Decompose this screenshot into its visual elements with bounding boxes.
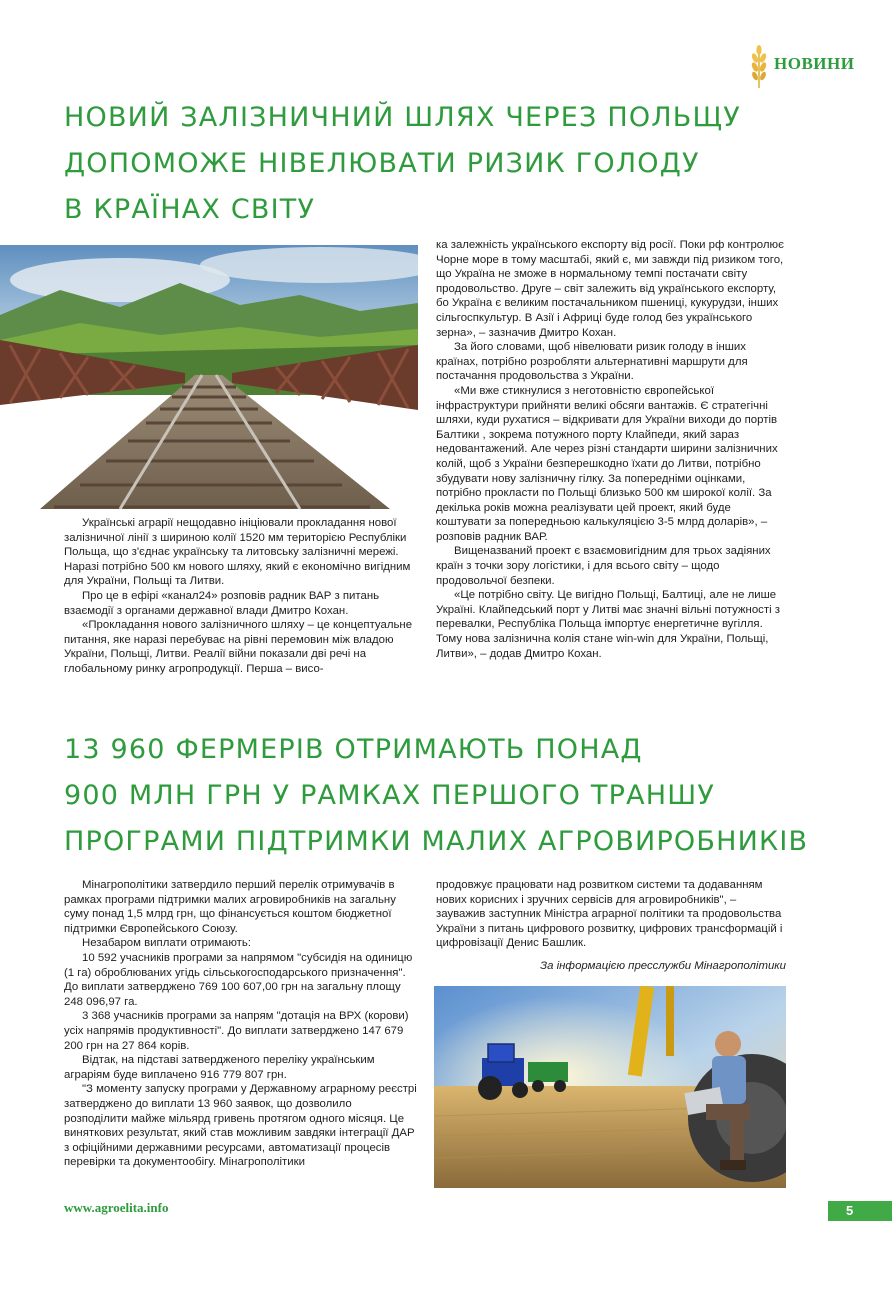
paragraph: «Прокладання нового залізничного шляху – це концептуальне питання, яке наразі перебуває на рівні перемовин між владою України, Польщі, Литви. Реалії війни показали дві речі на глобальному ринку агропродукції. Перша – висо- [64, 619, 413, 675]
article-2-column-1 [64, 878, 418, 1170]
headline-line: ДОПОМОЖЕ НІВЕЛЮВАТИ РИЗИК ГОЛОДУ [64, 148, 700, 179]
paragraph: 3 368 учасників програми за напрям "дотація на ВРХ (корови) усіх напрямів продуктивності". До виплати затверджено 147 679 200 грн на 27 864 корів. [64, 1010, 409, 1052]
headline-line: 13 960 ФЕРМЕРІВ ОТРИМАЮТЬ ПОНАД [64, 734, 643, 765]
section-badge [748, 44, 858, 88]
headline-line: 900 МЛН ГРН У РАМКАХ ПЕРШОГО ТРАНШУ [64, 780, 715, 811]
paragraph: ка залежність українського експорту від росії. Поки рф контролює Чорне море в тому масштабі, який є, ми завжди під ризиком того, що Україна не зможе в нормальному темпі постачати світу продовольство. Друге – світ залежить від українського експорту, бо Україна є великим постачальником пшениці, кукурудзи, інших сільгоспкультур. В Азії і Африці буде голод без українського зерна», – зазначив Дмитро Кохан. [436, 239, 784, 339]
article-1-headline [64, 95, 741, 233]
article-1-column-2 [436, 238, 786, 661]
paragraph: «Це потрібно світу. Це вигідно Польщі, Балтиці, але не лише Україні. Клайпедський порт у Литві має значні вільні потужності з перевалки, Республіка Польща імпортує енергетичне вугілля. Тому нова залізнична колія стане win-win для України, Польщі, Литви», – додав Дмитро Кохан. [436, 589, 781, 660]
paragraph: «Ми вже стикнулися з неготовністю європейської інфраструктури прийняти великі обсяги вантажів. Є стратегічні шляхи, куди рухатися – відкривати для України виходи до портів Балтики , зокрема потужного порту Клайпеди, який зараз недовантажений. Але через різні стандарти ширини залізничних колій, щоб з України безперешкодно їхати до Литви, потрібно збудувати нову залізничну гілку. За попередніми оцінками, потрібно прокласти по Польщі близько 500 км широкої колії. За декілька років можна реалізувати цей проект, який буде коштувати за попередньою калькуляцією 3-5 млрд доларів», – розповів радник ВАР. [436, 384, 778, 543]
headline-line: В КРАЇНАХ СВІТУ [64, 194, 316, 225]
headline-line: ПРОГРАМИ ПІДТРИМКИ МАЛИХ АГРОВИРОБНИКІВ [64, 826, 809, 857]
article-1-column-1 [64, 516, 418, 677]
paragraph: продовжує працювати над розвитком системи та додаванням нових корисних і зручних сервісів для агровиробників", – зауважив заступник Міністра аграрної політики та продовольства України з питань цифрового розвитку, цифрових трансформацій і цифровізації Денис Башлик. [436, 879, 783, 950]
paragraph: Про це в ефірі «канал24» розповів радник ВАР з питань взаємодії з органами державної влади Дмитро Кохан. [64, 589, 380, 617]
article-2-headline [64, 727, 808, 865]
article-2-column-2 [436, 878, 786, 974]
page-number: 5 [846, 1203, 854, 1218]
paragraph: Вищеназваний проект є взаємовигідним для трьох задіяних країн з точки зору логістики, і для всього світу – щодо продовольчої безпеки. [436, 545, 771, 587]
headline-line: НОВИЙ ЗАЛІЗНИЧНИЙ ШЛЯХ ЧЕРЕЗ ПОЛЬЩУ [64, 102, 741, 133]
page-number-box [828, 1201, 892, 1221]
source-note: За інформацією пресслужби Мінагрополітики [540, 959, 786, 972]
paragraph: Незабаром виплати отримають: [82, 937, 251, 950]
railway-bridge-photo [0, 245, 418, 509]
paragraph: 10 592 учасників програми за напрямом "субсидія на одиницю (1 га) оброблюваних угідь сільськогосподарського призначення". До виплати затверджено 769 100 607,00 грн на загальну площу 248 096,97 га. [64, 951, 413, 1008]
site-url[interactable]: www.agroelita.info [64, 1200, 169, 1215]
paragraph: Відтак, на підставі затвердженого переліку українським аграріям буде виплачено 916 779 807 грн. [64, 1054, 375, 1081]
paragraph: Українські аграрії нещодавно ініціювали прокладання нової залізничної лінії з шириною колії 1520 мм територією Республіки Польща, що з'єднає українську та литовську залізничні мережі. Наразі потрібно 500 км нового шляху, який є економічно вигідним для України, Польщі та Литви. [64, 517, 411, 588]
paragraph: Мінагрополітики затвердило перший перелік отримувачів в рамках програми підтримки малих агровиробників на загальну суму понад 1,5 млрд грн, що фінансується коштом бюджетної підтримки Європейського Союзу. [64, 879, 396, 935]
farmer-with-laptop-photo [434, 986, 786, 1188]
paragraph: За його словами, щоб нівелювати ризик голоду в інших країнах, потрібно розробляти альтернативні маршрути для постачання продовольства з України. [436, 341, 748, 383]
paragraph: "З моменту запуску програми у Державному аграрному реєстрі затверджено до виплати 13 960 заявок, що дозволило розподілити майже мільярд гривень протягом одного місяця. Це виняткових результат, який став можливим завдяки інтеграції ДАР з офіційними державними ресурсами, автоматизації процесів перевірки та документообігу. Мінагрополітики [64, 1083, 417, 1169]
section-label: НОВИНИ [774, 54, 855, 73]
wheat-icon [748, 44, 770, 88]
